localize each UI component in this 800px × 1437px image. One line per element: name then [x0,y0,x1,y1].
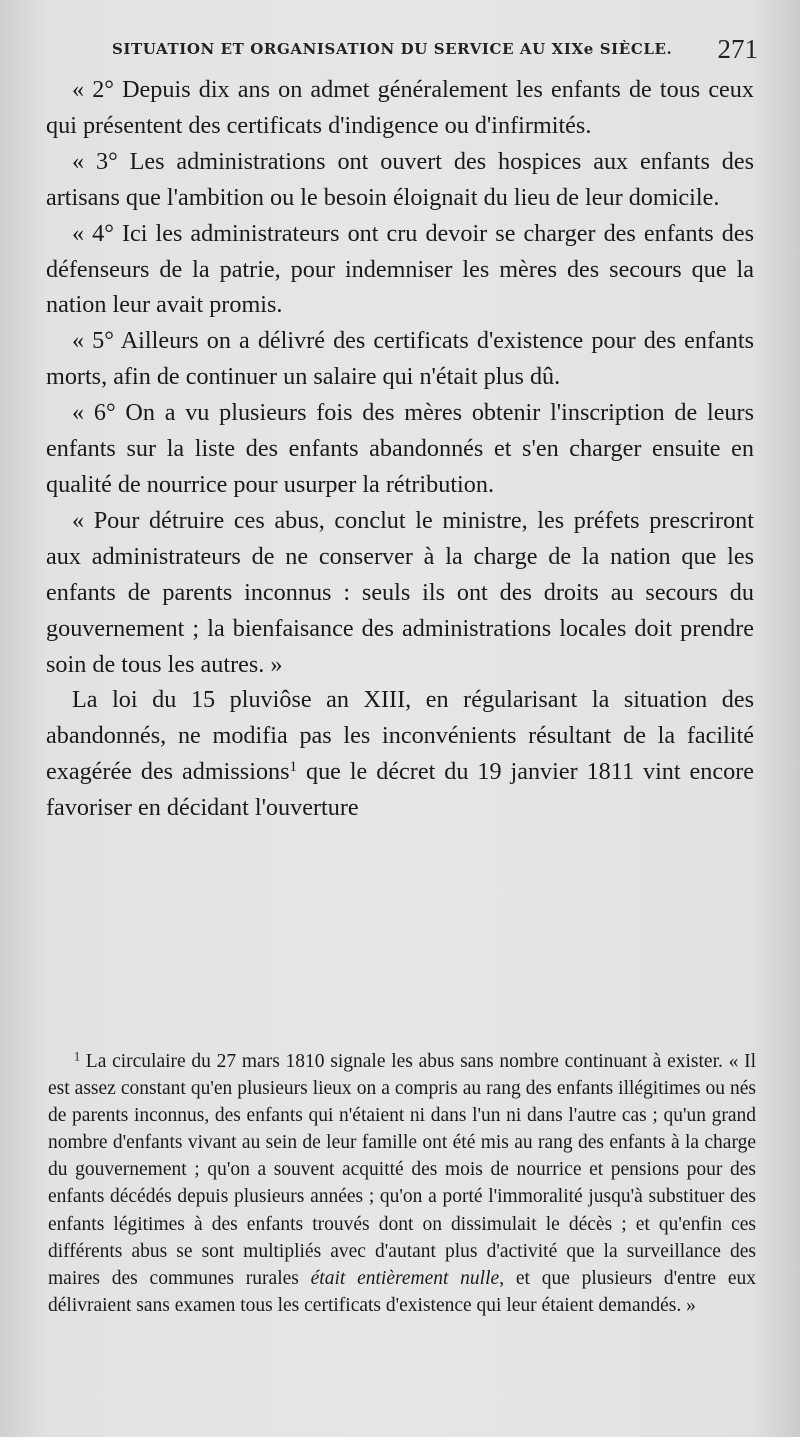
paragraph-item-5: « 5° Ailleurs on a délivré des certificats d'existence pour des enfants morts, afin de continuer un salaire qui n'était plus dû. [46,327,754,391]
footnote-marker: 1 [74,1049,81,1064]
footnote-emphasis: était entièrement nulle [310,1267,500,1289]
page-header [112,34,760,64]
paragraph-item-3: « 3° Les administrations ont ouvert des hospices aux enfants des artisans que l'ambition ou le besoin éloignait du lieu de leur domicile. [46,147,754,211]
running-head: SITUATION ET ORGANISATION DU SERVICE AU XIXe SIÈCLE. [112,40,673,58]
main-text [46,72,754,826]
footnote [48,1048,756,1319]
paragraph-conclusion: « Pour détruire ces abus, conclut le ministre, les préfets prescriront aux administrateurs de ne conserver à la charge de la nation que les enfants de parents inconnus : seuls ils ont des droits au secours du gouvernement ; la bienfaisance des administrations locales doit prendre soin de tous les autres. » [46,506,754,678]
paragraph-item-4: « 4° Ici les administrateurs ont cru devoir se charger des enfants des défenseurs de la patrie, pour indemniser les mères des secours que la nation leur avait promis. [46,219,754,319]
footnote-text-start: La circulaire du 27 mars 1810 signale les abus sans nombre continuant à exister. « Il est assez constant qu'en plusieurs lieux on a compris au rang des enfants illégitimes ou nés de parents inconnus, des enfants qui n'étaient ni dans l'un ni dans l'autre cas ; qu'un grand nombre d'enfants vivant au sein de leur famille ont été mis au rang des enfants à la charge du gouvernement ; qu'on a souvent acquitté des mois de nourrice et pensions pour des enfants décédés depuis plusieurs années ; qu'on a porté l'immoralité jusqu'à substituer des enfants légitimes à des enfants trouvés dont on dissimulait le décès ; et qu'enfin ces différents abus se sont multipliés avec d'autant plus d'activité que la surveillance des maires des communes rurales [48,1051,756,1289]
paragraph-item-6: « 6° On a vu plusieurs fois des mères obtenir l'inscription de leurs enfants sur la liste des enfants abandonnés et s'en charger ensuite en qualité de nourrice pour usurper la rétribution. [46,399,754,498]
paragraph-text-end: que le décret du 19 janvier 1811 vint encore favoriser en décidant l'ouverture [46,758,754,822]
footnote-paragraph [48,1048,756,1319]
page-number: 271 [717,34,758,64]
footnote-reference: 1 [289,758,298,775]
paragraph-loi-pluviose [46,682,754,826]
footnote-text-end: , et que plusieurs d'entre eux délivraient sans examen tous les certificats d'existence qui leur étaient demandés. » [48,1267,756,1316]
paragraph-item-2: « 2° Depuis dix ans on admet généralement les enfants de tous ceux qui présentent des certificats d'indigence ou d'infirmités. [46,76,754,139]
paragraph-text-start: La loi du 15 pluviôse an XIII, en régularisant la situation des abandonnés, ne modifia pas les inconvénients résultant de la facilité exagérée des admissions [46,686,754,786]
